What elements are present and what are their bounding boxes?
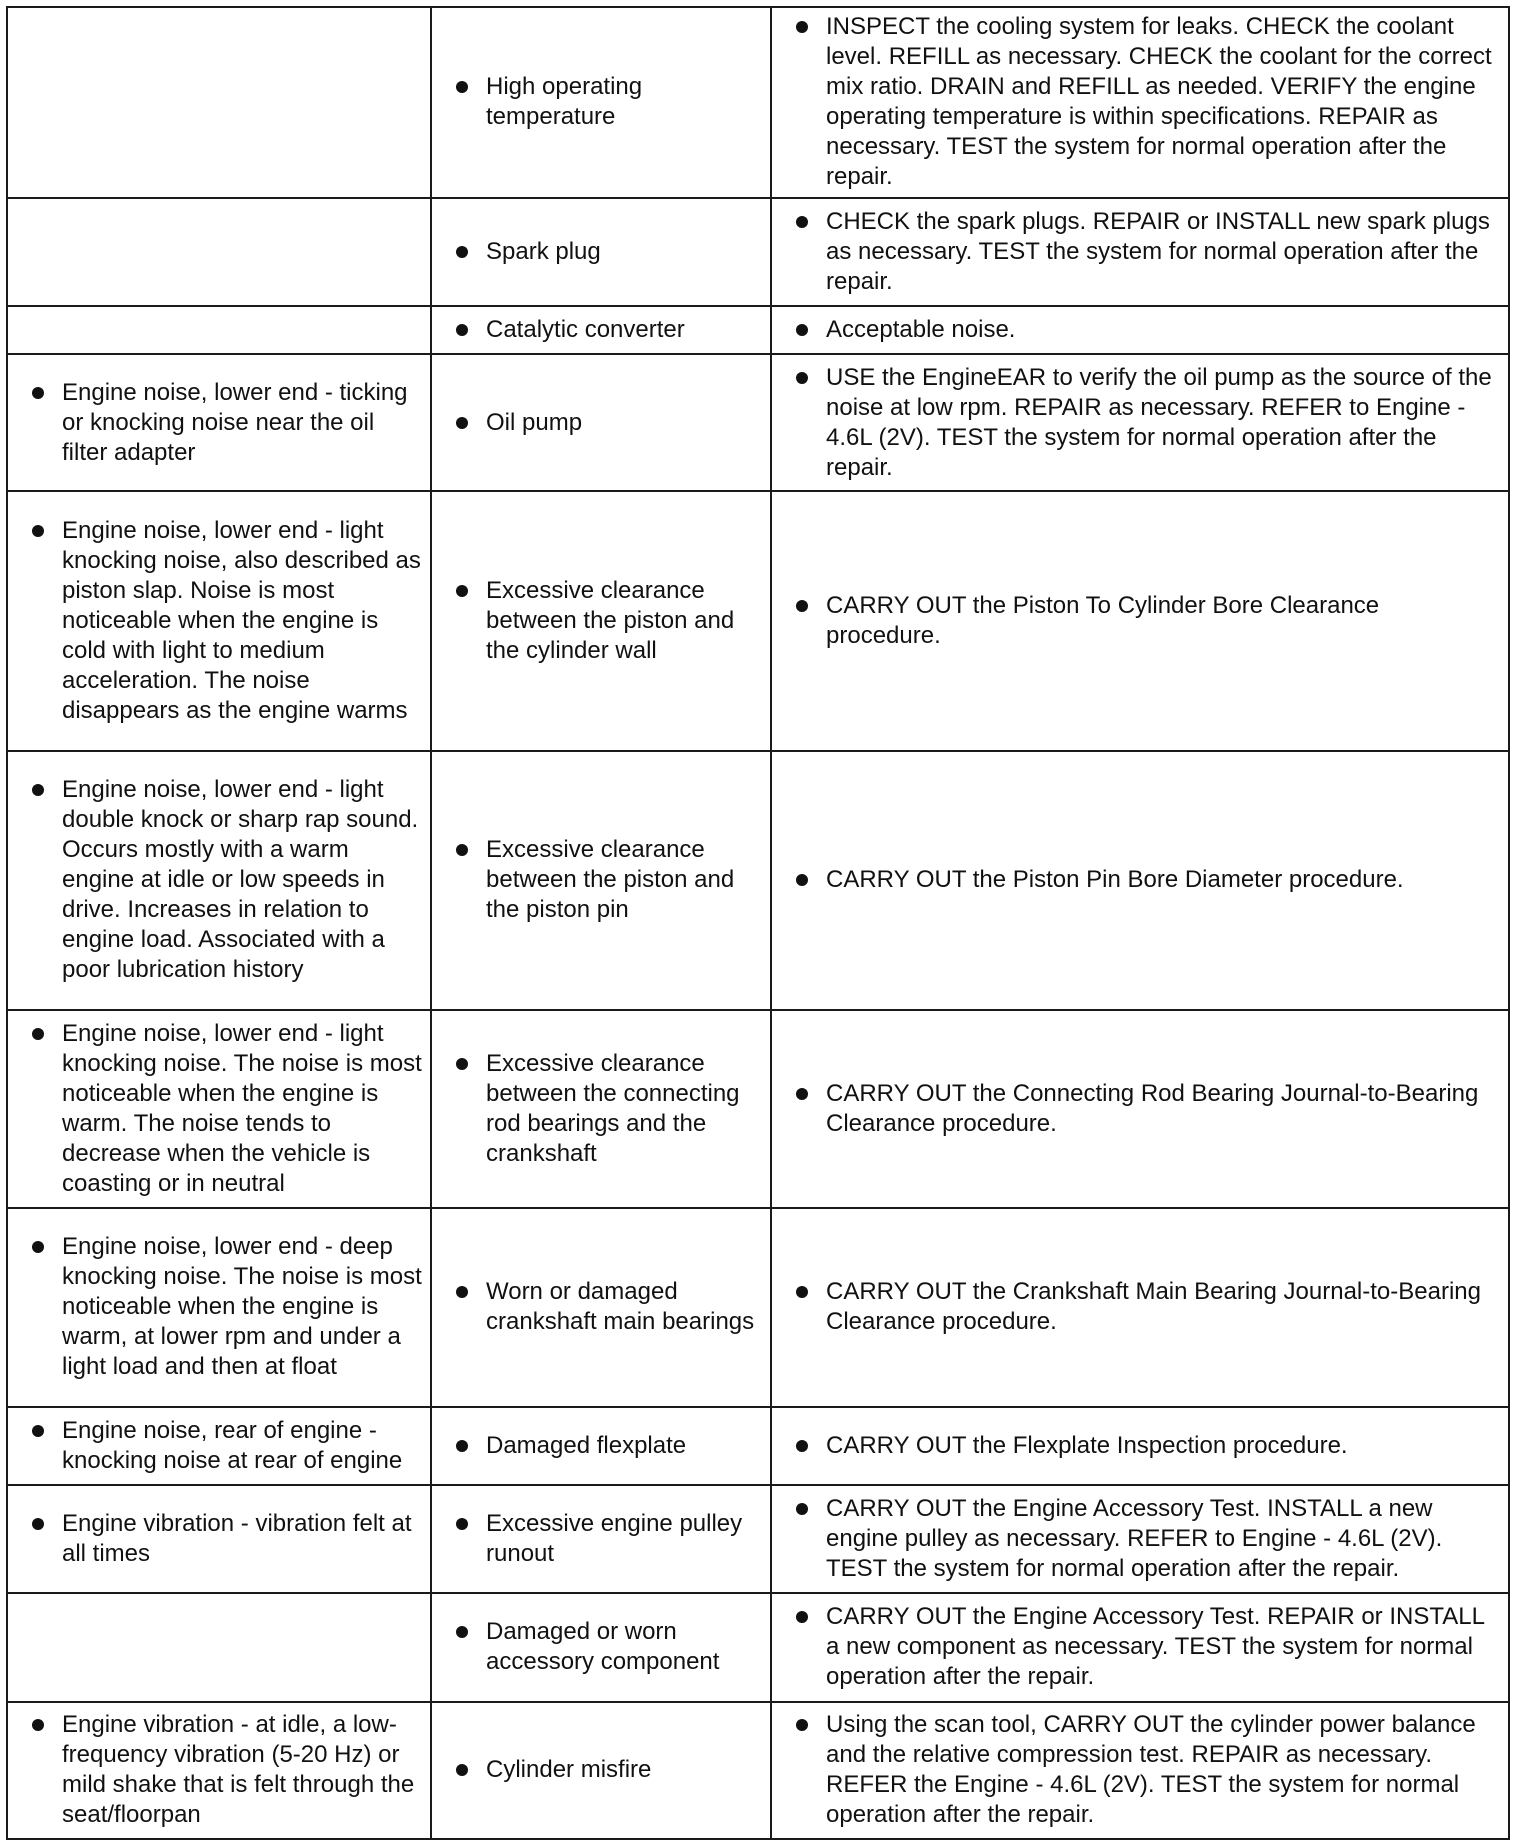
cause-cell [431,491,771,751]
cause-text: Catalytic converter [486,315,685,343]
bullet-icon [32,1241,44,1253]
condition-text: Engine noise, lower end - deep knocking noise. The noise is most noticeable when the engine is warm, at lower rpm and under a light load and then at float [62,1233,422,1381]
bullet-icon [796,1440,808,1452]
action-text: CARRY OUT the Crankshaft Main Bearing Journal-to-Bearing Clearance procedure. [826,1278,1481,1336]
table-row [7,1485,1509,1593]
action-text: Using the scan tool, CARRY OUT the cylinder power balance and the relative compression test. REPAIR as necessary. REFER the Engine - 4.6L (2V). TEST the system for normal operation after the repair. [826,1711,1476,1829]
action-text: CARRY OUT the Engine Accessory Test. REPAIR or INSTALL a new component as necessary. TEST the system for normal operation after the repair. [826,1603,1485,1691]
action-text: CARRY OUT the Piston To Cylinder Bore Clearance procedure. [826,592,1380,650]
condition-cell [7,7,431,198]
action-cell [771,1407,1509,1485]
cause-cell [431,1010,771,1209]
action-cell [771,354,1509,491]
bullet-icon [796,1719,808,1731]
cause-text: Excessive clearance between the connecting rod bearings and the crankshaft [486,1049,740,1167]
bullet-icon [456,1440,468,1452]
bullet-icon [456,1626,468,1638]
bullet-icon [796,874,808,886]
bullet-icon [456,246,468,258]
table-row [7,1593,1509,1701]
condition-text: Engine vibration - at idle, a low-frequency vibration (5-20 Hz) or mild shake that is felt through the seat/floorpan [62,1711,415,1829]
cause-text: High operating temperature [486,73,643,131]
action-cell [771,1485,1509,1593]
action-cell [771,751,1509,1010]
action-text: Acceptable noise. [826,315,1016,343]
condition-text: Engine noise, rear of engine - knocking noise at rear of engine [62,1416,403,1474]
bullet-icon [456,1286,468,1298]
bullet-icon [32,1518,44,1530]
table-row [7,7,1509,198]
cause-cell [431,1208,771,1407]
bullet-icon [32,387,44,399]
action-cell [771,306,1509,354]
cause-cell [431,354,771,491]
bullet-icon [796,1088,808,1100]
cause-text: Damaged flexplate [486,1431,687,1459]
action-text: USE the EngineEAR to verify the oil pump as the source of the noise at low rpm. REPAIR as necessary. REFER to Engine - 4.6L (2V). TEST the system for normal operation after the repair. [826,363,1492,481]
cause-cell [431,306,771,354]
condition-cell [7,1702,431,1839]
diagnosis-table [6,6,1510,1840]
bullet-icon [32,1425,44,1437]
condition-text: Engine noise, lower end - light knocking noise. The noise is most noticeable when the engine is warm. The noise tends to decrease when the vehicle is coasting or in neutral [62,1019,422,1197]
cause-text: Worn or damaged crankshaft main bearings [486,1278,755,1336]
cause-cell [431,1407,771,1485]
condition-text: Engine noise, lower end - ticking or knocking noise near the oil filter adapter [62,378,408,466]
bullet-icon [456,1764,468,1776]
table-row [7,751,1509,1010]
action-text: CARRY OUT the Connecting Rod Bearing Journal-to-Bearing Clearance procedure. [826,1079,1479,1137]
cause-text: Cylinder misfire [486,1756,652,1784]
cause-text: Spark plug [486,237,601,265]
bullet-icon [456,81,468,93]
cause-cell [431,7,771,198]
condition-cell [7,306,431,354]
condition-cell [7,1010,431,1209]
bullet-icon [456,1518,468,1530]
condition-text: Engine vibration - vibration felt at all times [62,1510,412,1568]
bullet-icon [456,417,468,429]
table-row [7,354,1509,491]
bullet-icon [796,1503,808,1515]
condition-cell [7,1407,431,1485]
bullet-icon [32,784,44,796]
table-row [7,1407,1509,1485]
cause-cell [431,1702,771,1839]
action-text: CHECK the spark plugs. REPAIR or INSTALL new spark plugs as necessary. TEST the system for normal operation after the repair. [826,207,1490,295]
action-text: CARRY OUT the Engine Accessory Test. INSTALL a new engine pulley as necessary. REFER to Engine - 4.6L (2V). TEST the system for normal operation after the repair. [826,1495,1443,1583]
table-row [7,306,1509,354]
action-text: CARRY OUT the Piston Pin Bore Diameter procedure. [826,866,1404,894]
bullet-icon [456,585,468,597]
action-cell [771,1593,1509,1701]
condition-cell [7,1485,431,1593]
table-row [7,198,1509,306]
cause-text: Oil pump [486,408,583,436]
diagnosis-table-body [7,7,1509,1839]
action-text: INSPECT the cooling system for leaks. CHECK the coolant level. REFILL as necessary. CHECK the coolant for the correct mix ratio. DRAIN and REFILL as needed. VERIFY the engine operating temperature is within specifications. REPAIR as necessary. TEST the system for normal operation after the repair. [826,13,1492,191]
action-cell [771,198,1509,306]
cause-text: Excessive engine pulley runout [486,1510,743,1568]
bullet-icon [796,1286,808,1298]
action-cell [771,1208,1509,1407]
bullet-icon [456,324,468,336]
table-row [7,1702,1509,1839]
condition-text: Engine noise, lower end - light double knock or sharp rap sound. Occurs mostly with a warm engine at idle or low speeds in drive. Increases in relation to engine load. Associated with a poor lubrication history [62,776,419,984]
bullet-icon [796,21,808,33]
action-text: CARRY OUT the Flexplate Inspection procedure. [826,1431,1348,1459]
condition-text: Engine noise, lower end - light knocking noise, also described as piston slap. Noise is most noticeable when the engine is cold with light to medium acceleration. The noise disappears as the engine warms [62,517,421,725]
bullet-icon [32,1719,44,1731]
condition-cell [7,1593,431,1701]
condition-cell [7,491,431,751]
action-cell [771,1702,1509,1839]
action-cell [771,1010,1509,1209]
action-cell [771,491,1509,751]
bullet-icon [456,1058,468,1070]
condition-cell [7,354,431,491]
cause-text: Excessive clearance between the piston and the cylinder wall [486,577,735,665]
cause-cell [431,198,771,306]
cause-cell [431,1593,771,1701]
condition-cell [7,198,431,306]
action-cell [771,7,1509,198]
bullet-icon [796,216,808,228]
bullet-icon [796,324,808,336]
cause-cell [431,1485,771,1593]
table-row [7,1010,1509,1209]
cause-text: Excessive clearance between the piston and the piston pin [486,836,735,924]
bullet-icon [456,844,468,856]
table-row [7,491,1509,751]
cause-text: Damaged or worn accessory component [486,1618,720,1676]
bullet-icon [796,1611,808,1623]
bullet-icon [796,372,808,384]
condition-cell [7,751,431,1010]
condition-cell [7,1208,431,1407]
bullet-icon [32,525,44,537]
bullet-icon [32,1028,44,1040]
cause-cell [431,751,771,1010]
table-row [7,1208,1509,1407]
bullet-icon [796,600,808,612]
